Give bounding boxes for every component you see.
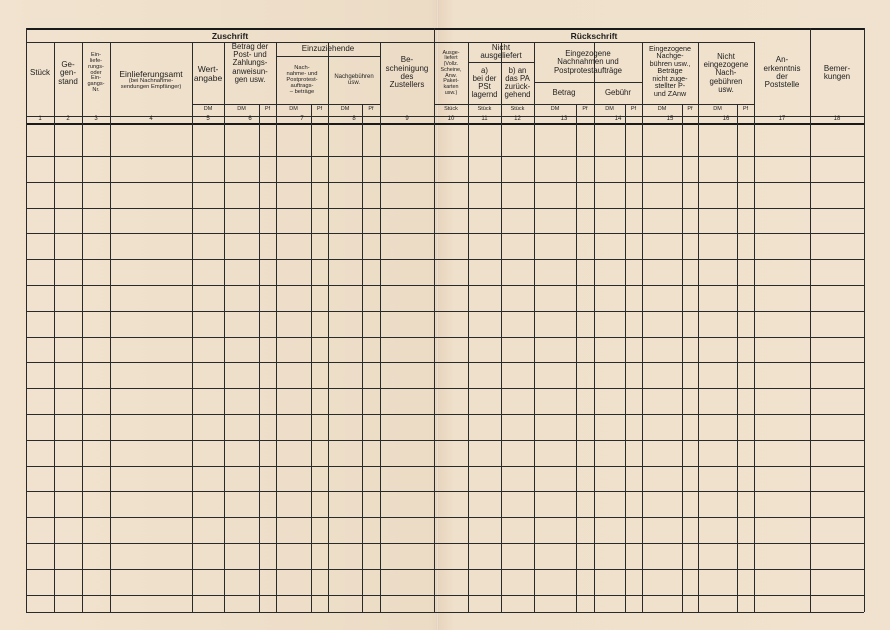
column-divider — [642, 42, 643, 612]
unit-pf: Pf — [368, 106, 374, 113]
column-divider — [224, 42, 225, 612]
unit-dm: DM — [657, 106, 667, 113]
unit-pf: Pf — [264, 106, 271, 113]
col-anerkenntnis-label: An- erkenntnis der Poststelle — [763, 55, 801, 90]
entry-row-rule — [26, 414, 864, 415]
column-number: 16 — [722, 116, 730, 123]
column-number: 14 — [614, 116, 622, 123]
entry-row-rule — [26, 182, 864, 183]
entry-row-rule — [26, 440, 864, 441]
header-bottom-border — [26, 123, 864, 125]
form-bottom-rule — [26, 612, 864, 613]
col-einlieferungsamt-label: Einlieferungsamt — [119, 69, 183, 80]
col-einlieferungsamt-sublabel: (bei Nachnahme- sendungen Empfänger) — [120, 78, 182, 91]
zuschrift-title: Zuschrift — [211, 30, 249, 41]
col-pst-lagernd-label: a) bei der PSt lagernd — [471, 65, 498, 100]
column-number: 4 — [149, 116, 153, 123]
entry-row-rule — [26, 311, 864, 312]
unit-dm: DM — [713, 106, 722, 113]
col-ausgeliefert-label: Ausge- liefert (Vollz. Scheine, Anw. Paket- karten usw.) — [440, 49, 462, 96]
unit-pf: Pf — [630, 106, 637, 113]
unit-stueck: Stück — [444, 106, 458, 113]
entry-row-rule — [26, 362, 864, 363]
column-divider — [276, 42, 277, 612]
entry-row-rule — [26, 517, 864, 518]
column-divider — [380, 42, 381, 612]
entry-row-rule — [26, 595, 864, 596]
unit-dm: DM — [203, 106, 213, 113]
column-divider — [82, 42, 83, 612]
column-divider — [594, 42, 595, 612]
pf-subcolumn-divider — [311, 104, 312, 612]
unit-dm: DM — [340, 106, 350, 113]
column-number: 7 — [300, 116, 304, 123]
unit-stueck: Stück — [510, 106, 525, 113]
column-number: 13 — [560, 116, 568, 123]
column-divider — [110, 42, 111, 612]
col-eingezogene-nachgebuehren-label: Eingezogene Nachge- bühren usw., Beträge nicht zuge- stellter P- und ZAnw — [649, 43, 691, 98]
col-bemerkungen-label: Bemer- kungen — [823, 63, 851, 81]
pf-subcolumn-divider — [682, 104, 683, 612]
col-wertangabe-label: Wert- angabe — [193, 63, 223, 83]
col-eingezogen-gebuehr-label: Gebühr — [604, 87, 631, 97]
entry-row-rule — [26, 285, 864, 286]
unit-dm: DM — [289, 106, 298, 113]
entry-row-rule — [26, 259, 864, 260]
unit-pf: Pf — [687, 106, 693, 113]
entry-row-rule — [26, 233, 864, 234]
column-divider — [192, 42, 193, 612]
unit-stueck: Stück — [477, 106, 492, 113]
group-nicht-ausgeliefert-label: Nicht ausgeliefert — [480, 42, 522, 60]
col-betrag-label: Betrag der Post- und Zahlungs- anweisun- gen usw. — [231, 42, 269, 84]
col-gegenstand-label: Ge- gen- stand — [58, 59, 78, 86]
column-number: 11 — [481, 116, 488, 123]
entry-row-rule — [26, 466, 864, 467]
unit-pf: Pf — [582, 106, 588, 113]
column-number: 6 — [248, 116, 252, 123]
col-bescheinigung-label: Be- scheinigung des Zustellers — [385, 55, 429, 90]
column-number: 1 — [38, 116, 42, 123]
column-number: 8 — [352, 116, 356, 123]
entry-row-rule — [26, 208, 864, 209]
unit-dm: DM — [237, 106, 246, 113]
column-number: 5 — [206, 116, 210, 123]
column-divider — [501, 42, 502, 612]
column-number: 10 — [447, 116, 455, 123]
pf-subcolumn-divider — [625, 104, 626, 612]
pf-subcolumn-divider — [259, 104, 260, 612]
column-number: 18 — [833, 116, 841, 123]
entry-row-rule — [26, 337, 864, 338]
column-number: 15 — [666, 116, 674, 123]
column-divider — [54, 42, 55, 612]
unit-dm: DM — [605, 106, 614, 113]
column-number: 3 — [94, 116, 98, 123]
col-nicht-eingezogene-label: Nicht eingezogene Nach- gebühren usw. — [703, 52, 749, 94]
column-number: 17 — [778, 116, 786, 123]
column-number: 12 — [514, 116, 521, 123]
pf-subcolumn-divider — [576, 104, 577, 612]
col-nachnahme-label: Nach- nahme- und Postprotest- auftrags- – beträge — [286, 64, 318, 96]
group-eingezogene-label: Eingezogene Nachnahmen und Postprotestaufträge — [553, 49, 623, 75]
unit-dm: DM — [550, 106, 560, 113]
rueckschrift-title: Rückschrift — [570, 30, 618, 41]
column-divider — [698, 42, 699, 612]
entry-row-rule — [26, 569, 864, 570]
group-einzuziehende-label: Einzuziehende — [301, 43, 355, 53]
column-divider — [754, 42, 755, 612]
unit-pf: Pf — [316, 106, 323, 113]
column-divider — [864, 28, 865, 612]
column-number: 9 — [405, 116, 409, 123]
column-divider — [534, 42, 535, 612]
pf-subcolumn-divider — [362, 104, 363, 612]
col-stueck-label: Stück — [29, 68, 50, 78]
unit-pf: Pf — [742, 106, 749, 113]
column-number: 2 — [66, 116, 70, 123]
col-pa-zurueck-label: b) an das PA zurück- gehend — [504, 65, 531, 100]
col-einlieferungsnr-label: Ein- liefe- rungs- oder Ein- gangs- Nr. — [87, 51, 105, 94]
entry-row-rule — [26, 543, 864, 544]
pf-subcolumn-divider — [737, 104, 738, 612]
col-nachgebuehren-label: Nachgebühren usw. — [334, 73, 374, 86]
col-eingezogen-betrag-label: Betrag — [552, 87, 576, 97]
entry-row-rule — [26, 491, 864, 492]
entry-row-rule — [26, 388, 864, 389]
column-divider — [468, 42, 469, 612]
entry-row-rule — [26, 156, 864, 157]
column-divider — [328, 42, 329, 612]
